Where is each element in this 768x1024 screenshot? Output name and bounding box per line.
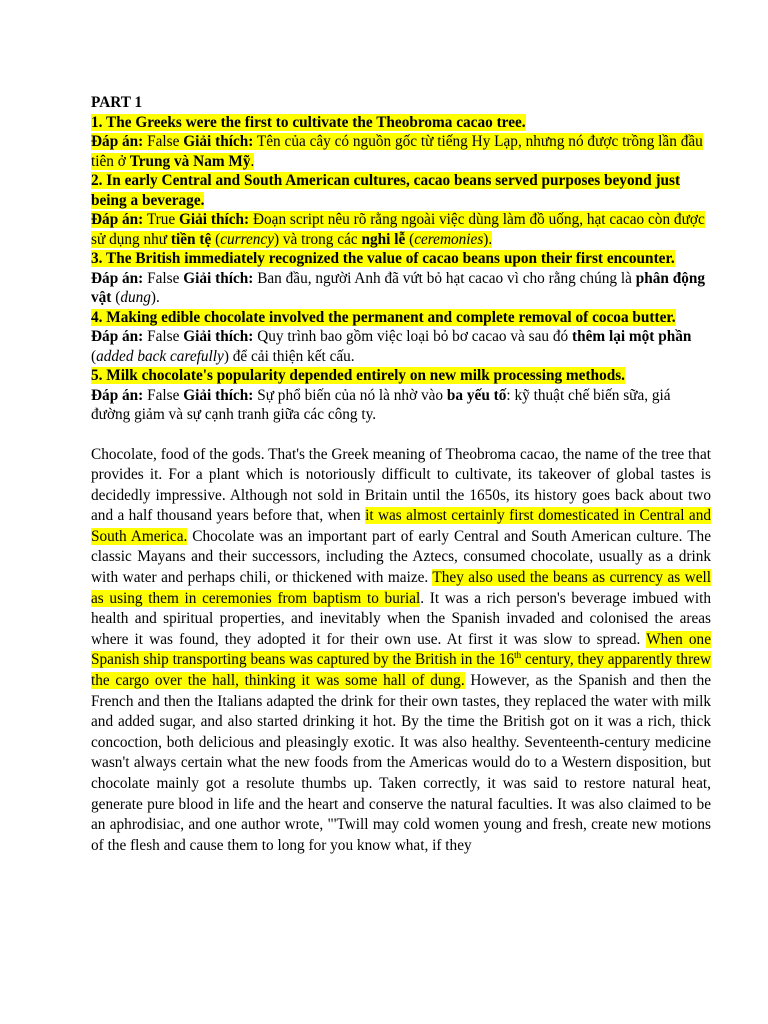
passage-highlight: They also used the beans as currency as well as using them in ceremonies from baptism to burial (91, 569, 712, 607)
answer-value: True (146, 211, 176, 228)
explanation: Ban đầu, người Anh đã vứt bỏ hạt cacao vì cho rằng chúng là (257, 269, 636, 287)
answer-label: Đáp án: (91, 386, 144, 404)
question-text: 4. Making edible chocolate involved the permanent and complete removal of cocoa butter. (91, 308, 676, 326)
question-text: 3. The British immediately recognized the value of cacao beans upon their first encounter. (91, 250, 675, 267)
explanation: ) để cải thiện kết cấu. (223, 347, 355, 365)
answer-item (91, 249, 711, 308)
explain-label: Giải thích: (183, 386, 254, 404)
answer-line (91, 133, 703, 170)
question-text: 1. The Greeks were the first to cultivate the Theobroma cacao tree. (91, 113, 526, 131)
answer-item (91, 171, 711, 249)
explanation: : kỹ thuật chế biến sữa, giá đường giảm và sự cạnh tranh giữa các công ty. (91, 386, 671, 423)
explanation: Đoạn script nêu rõ rằng ngoài việc dùng làm đồ uống, hạt cacao còn được sử dụng như (91, 211, 705, 248)
explain-label: Giải thích: (183, 133, 254, 150)
explanation: ) và trong các (273, 230, 362, 248)
answer-key (91, 93, 711, 425)
explanation: ( (211, 230, 221, 248)
part-title: PART 1 (91, 94, 143, 111)
question-text: 5. Milk chocolate's popularity depended entirely on new milk processing methods. (91, 367, 626, 384)
answer-line (91, 387, 671, 424)
answer-value: False (147, 386, 180, 404)
answer-value: False (147, 133, 180, 150)
answer-label: Đáp án: (91, 269, 144, 287)
passage-text: However, as the Spanish and then the French and then the Italians adapted the drink for their own tastes, they replaced the water with milk and added sugar, and also started drinking it hot. By the time the British got on it was a rich, thick concoction, both delicious and pleasingly exotic. It was also healthy. Seventeenth-century medicine wasn't always certain what the new foods from the Americas would do to a Western disposition, but chocolate mainly got a resolute thumbs up. Taken correctly, it was said to restore natural heat, generate pure blood in life and the heart and conserve the natural faculties. It was also claimed to be an aphrodisiac, and one author wrote, "'Twill may cold women young and fresh, create new motions of the flesh and cause them to long for you know what, if they (91, 672, 712, 854)
passage-text: Chocolate, food of the gods. That's the Greek meaning of Theobroma cacao, the name of the tree that provides it. For a plant which is notoriously difficult to cultivate, its takeover of global tastes is decidedly impressive. Although not sold in Britain until the 1650s, its history goes back about two and a half thousand years before that, when (91, 445, 711, 525)
passage-highlight-part: When one Spanish ship transporting beans was captured by the British in the 16 (91, 630, 711, 669)
passage-highlight: it was almost certainly first domesticated in Central and South America. (91, 507, 711, 545)
ordinal-superscript: th (514, 650, 522, 661)
explanation: ( (91, 347, 97, 365)
explain-label: Giải thích: (183, 269, 254, 287)
answer-value: False (147, 269, 180, 287)
explanation-key-term: tiền tệ (170, 230, 212, 248)
explanation: Quy trình bao gồm việc loại bỏ bơ cacao và sau đó (257, 328, 572, 345)
explanation: ). (483, 230, 493, 248)
explanation: Tên của cây có nguồn gốc từ tiếng Hy Lạp, nhưng nó được trồng lần đầu tiên ở (91, 133, 703, 170)
passage-text: Chocolate was an important part of early Central and South American culture. The classic Mayans and their successors, including the Aztecs, consumed chocolate, usually as a drink with water and perhaps chili, or thickened with maize. (91, 527, 711, 587)
explanation-english-term: ceremonies (414, 230, 484, 248)
explain-label: Giải thích: (183, 328, 254, 345)
explanation-english-term: currency (220, 230, 274, 248)
explanation-key-term: Trung và Nam Mỹ (129, 152, 251, 170)
answer-label: Đáp án: (91, 211, 144, 228)
explanation-english-term: dung (120, 289, 151, 306)
explanation-key-term: nghi lễ (361, 230, 406, 248)
answer-line (91, 270, 705, 307)
answer-line (91, 328, 691, 365)
answer-label: Đáp án: (91, 133, 144, 150)
question-text: 2. In early Central and South American cultures, cacao beans served purposes beyond just being a beverage. (91, 172, 681, 209)
reading-passage (91, 445, 711, 857)
explanation-key-term: phân động vật (91, 269, 706, 306)
answer-value: False (147, 328, 180, 345)
passage-text: . It was a rich person's beverage imbued with health and spiritual properties, and inevitably when the Spanish invaded and colonised the areas where it was found, they adopted it for their own use. At first it was slow to spread. (91, 589, 712, 648)
answer-item (91, 308, 711, 367)
explanation: Sự phổ biến của nó là nhờ vào (257, 386, 447, 404)
document-page (91, 93, 711, 856)
answer-label: Đáp án: (91, 328, 144, 345)
explanation-key-term: thêm lại một phần (571, 328, 692, 345)
explanation-english-term: added back carefully (96, 347, 224, 365)
answer-item (91, 113, 711, 172)
explanation: ( (111, 289, 121, 306)
explain-label: Giải thích: (179, 211, 250, 228)
explanation-key-term: ba yếu tố (446, 386, 507, 404)
explanation: ). (150, 289, 160, 306)
explanation: . (250, 152, 255, 170)
answer-line (91, 211, 705, 248)
passage-highlight-part: century, they apparently threw the cargo over the hall, thinking it was some hall of dung. (91, 651, 711, 690)
answer-item (91, 366, 711, 425)
explanation: ( (405, 230, 415, 248)
